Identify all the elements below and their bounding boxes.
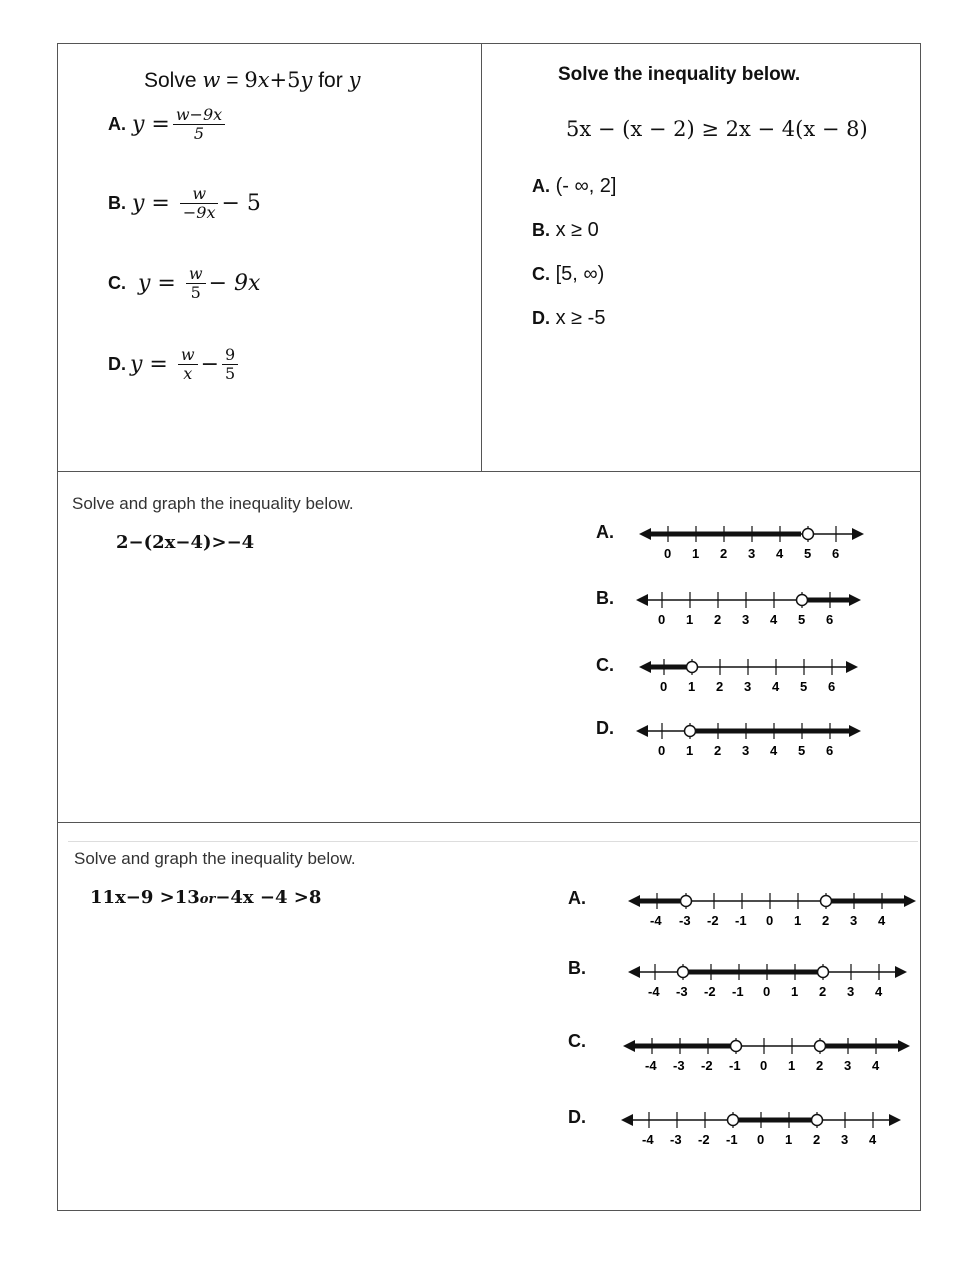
question-2-cell bbox=[481, 43, 921, 472]
open-endpoint bbox=[797, 595, 808, 606]
fraction: $\frac{9}{5}$ bbox=[222, 346, 238, 384]
q2-option-d[interactable]: D. x ≥ -5 bbox=[532, 307, 606, 329]
fraction: $\frac{w-9x}{5}$ bbox=[173, 106, 225, 144]
question-1-cell bbox=[57, 43, 482, 472]
q4-option-a-label[interactable]: A. bbox=[568, 888, 586, 908]
q3-option-d-label[interactable]: D. bbox=[596, 718, 614, 738]
q3-number-lines bbox=[58, 472, 922, 824]
svg-text:5: 5 bbox=[798, 612, 806, 627]
q1-option-b[interactable]: B. y = $\frac{w}{-9x}$ − 5 bbox=[108, 184, 261, 223]
number-line-d[interactable] bbox=[624, 1112, 898, 1147]
svg-text:4: 4 bbox=[869, 1132, 877, 1147]
q2-option-c[interactable]: C. [5, ∞) bbox=[532, 263, 605, 285]
svg-text:3: 3 bbox=[841, 1132, 849, 1147]
svg-text:0: 0 bbox=[763, 984, 771, 999]
svg-text:4: 4 bbox=[872, 1058, 880, 1073]
q4-option-d-label[interactable]: D. bbox=[568, 1107, 586, 1127]
q1-option-a[interactable]: A. y = $\frac{w-9x}{5}$ bbox=[108, 106, 228, 144]
svg-text:-3: -3 bbox=[676, 984, 688, 999]
open-endpoint bbox=[731, 1041, 742, 1052]
q4-equation: 11x−9 >13or−4x −4 >8 bbox=[90, 887, 322, 908]
q1-option-d[interactable]: D. y = $\frac{w}{x}$ − $\frac{9}{5}$ bbox=[108, 346, 241, 384]
fraction: $\frac{w}{5}$ bbox=[186, 265, 206, 303]
svg-text:-3: -3 bbox=[670, 1132, 682, 1147]
svg-text:3: 3 bbox=[744, 679, 752, 694]
svg-text:4: 4 bbox=[875, 984, 883, 999]
open-endpoint bbox=[815, 1041, 826, 1052]
svg-text:-4: -4 bbox=[645, 1058, 657, 1073]
q2-title: Solve the inequality below. bbox=[558, 64, 801, 85]
svg-text:-1: -1 bbox=[732, 984, 744, 999]
open-endpoint bbox=[687, 662, 698, 673]
open-endpoint bbox=[685, 726, 696, 737]
svg-text:-2: -2 bbox=[698, 1132, 710, 1147]
q4-option-c-label[interactable]: C. bbox=[568, 1031, 586, 1051]
svg-text:0: 0 bbox=[766, 913, 774, 928]
svg-text:-1: -1 bbox=[729, 1058, 741, 1073]
svg-text:1: 1 bbox=[794, 913, 802, 928]
open-endpoint bbox=[678, 967, 689, 978]
svg-text:2: 2 bbox=[819, 984, 827, 999]
svg-text:0: 0 bbox=[658, 743, 666, 758]
q2-option-a[interactable]: A. (- ∞, 2] bbox=[532, 175, 617, 197]
open-endpoint bbox=[681, 896, 692, 907]
svg-text:6: 6 bbox=[832, 546, 840, 561]
q2-equation: 5x − (x − 2) ≥ 2x − 4(x − 8) bbox=[566, 117, 868, 141]
number-line-a[interactable] bbox=[631, 893, 913, 928]
svg-text:1: 1 bbox=[788, 1058, 796, 1073]
number-line-c[interactable] bbox=[626, 1038, 907, 1073]
svg-text:5: 5 bbox=[800, 679, 808, 694]
number-line-d[interactable] bbox=[639, 723, 858, 758]
open-endpoint bbox=[821, 896, 832, 907]
svg-text:0: 0 bbox=[757, 1132, 765, 1147]
svg-text:3: 3 bbox=[742, 612, 750, 627]
svg-text:0: 0 bbox=[660, 679, 668, 694]
q3-option-a-label[interactable]: A. bbox=[596, 522, 614, 542]
q1-title: Solve w = 9x+5y for y bbox=[144, 68, 361, 92]
svg-text:6: 6 bbox=[828, 679, 836, 694]
svg-text:-1: -1 bbox=[735, 913, 747, 928]
svg-text:1: 1 bbox=[785, 1132, 793, 1147]
svg-text:3: 3 bbox=[742, 743, 750, 758]
open-endpoint bbox=[803, 529, 814, 540]
question-4-cell bbox=[57, 822, 921, 1211]
svg-text:-3: -3 bbox=[679, 913, 691, 928]
svg-text:0: 0 bbox=[658, 612, 666, 627]
svg-text:2: 2 bbox=[822, 913, 830, 928]
svg-text:4: 4 bbox=[878, 913, 886, 928]
svg-text:2: 2 bbox=[720, 546, 728, 561]
svg-text:1: 1 bbox=[686, 612, 694, 627]
svg-text:2: 2 bbox=[714, 612, 722, 627]
fraction: $\frac{w}{x}$ bbox=[178, 346, 198, 384]
svg-text:-4: -4 bbox=[642, 1132, 654, 1147]
svg-text:2: 2 bbox=[716, 679, 724, 694]
q1-option-c[interactable]: C. y = $\frac{w}{5}$ − 9x bbox=[108, 264, 261, 303]
number-line-a[interactable] bbox=[642, 526, 861, 561]
svg-text:6: 6 bbox=[826, 743, 834, 758]
svg-text:-2: -2 bbox=[704, 984, 716, 999]
number-line-b[interactable] bbox=[639, 592, 858, 627]
svg-text:-1: -1 bbox=[726, 1132, 738, 1147]
open-endpoint bbox=[812, 1115, 823, 1126]
svg-text:-4: -4 bbox=[650, 913, 662, 928]
svg-text:4: 4 bbox=[776, 546, 784, 561]
svg-text:0: 0 bbox=[664, 546, 672, 561]
number-line-b[interactable] bbox=[631, 964, 904, 999]
svg-text:2: 2 bbox=[816, 1058, 824, 1073]
svg-text:3: 3 bbox=[850, 913, 858, 928]
svg-text:-2: -2 bbox=[701, 1058, 713, 1073]
q3-option-b-label[interactable]: B. bbox=[596, 588, 614, 608]
svg-text:1: 1 bbox=[686, 743, 694, 758]
svg-text:5: 5 bbox=[798, 743, 806, 758]
q4-title: Solve and graph the inequality below. bbox=[74, 849, 356, 868]
open-endpoint bbox=[728, 1115, 739, 1126]
svg-text:-4: -4 bbox=[648, 984, 660, 999]
svg-text:4: 4 bbox=[772, 679, 780, 694]
svg-text:1: 1 bbox=[791, 984, 799, 999]
svg-text:3: 3 bbox=[748, 546, 756, 561]
svg-text:-3: -3 bbox=[673, 1058, 685, 1073]
q4-number-lines bbox=[58, 823, 922, 1212]
question-3-cell bbox=[57, 471, 921, 823]
svg-text:2: 2 bbox=[813, 1132, 821, 1147]
svg-text:1: 1 bbox=[692, 546, 700, 561]
q4-option-b-label[interactable]: B. bbox=[568, 958, 586, 978]
svg-text:3: 3 bbox=[847, 984, 855, 999]
svg-text:5: 5 bbox=[804, 546, 812, 561]
svg-text:-2: -2 bbox=[707, 913, 719, 928]
q3-option-c-label[interactable]: C. bbox=[596, 655, 614, 675]
svg-text:3: 3 bbox=[844, 1058, 852, 1073]
number-line-c[interactable] bbox=[642, 659, 855, 694]
q2-option-b[interactable]: B. x ≥ 0 bbox=[532, 219, 599, 241]
q3-equation: 2−(2x−4)>−4 bbox=[116, 532, 255, 553]
fraction: $\frac{w}{-9x}$ bbox=[180, 185, 219, 223]
svg-text:4: 4 bbox=[770, 743, 778, 758]
open-endpoint bbox=[818, 967, 829, 978]
svg-text:1: 1 bbox=[688, 679, 696, 694]
svg-text:4: 4 bbox=[770, 612, 778, 627]
svg-text:0: 0 bbox=[760, 1058, 768, 1073]
svg-text:2: 2 bbox=[714, 743, 722, 758]
q3-title: Solve and graph the inequality below. bbox=[72, 494, 354, 513]
svg-text:6: 6 bbox=[826, 612, 834, 627]
